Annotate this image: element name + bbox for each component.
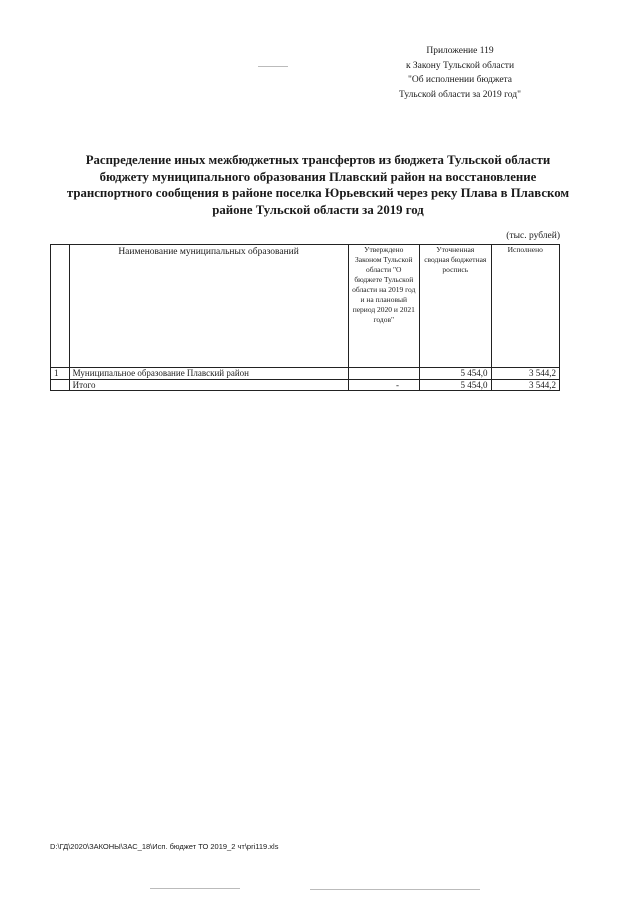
total-refined: 5 454,0 xyxy=(420,379,492,391)
header-executed: Исполнено xyxy=(491,245,559,368)
header-name: Наименование муниципальных образований xyxy=(69,245,348,368)
appendix-line: к Закону Тульской области xyxy=(405,60,515,71)
row-num: 1 xyxy=(51,368,70,380)
row-executed: 3 544,2 xyxy=(491,368,559,380)
file-path-footer: D:\ГД\2020\ЗАКОНЫ\ЗАС_18\Исп. бюджет ТО 2019_2 чт\pri119.xls xyxy=(50,842,279,851)
appendix-line: Приложение 119 xyxy=(426,46,494,56)
table-header-row xyxy=(51,245,560,368)
header-approved: Утверждено Законом Тульской области "О бюджете Тульской области на 2019 год и на плановый период 2020 и 2021 годов" xyxy=(348,245,420,368)
total-executed: 3 544,2 xyxy=(491,379,559,391)
total-num-cell xyxy=(51,379,70,391)
document-title xyxy=(58,152,578,218)
row-approved xyxy=(348,368,420,380)
total-row xyxy=(51,379,560,391)
scan-speck xyxy=(150,888,240,889)
total-approved: - xyxy=(348,379,420,391)
units-label: (тыс. рублей) xyxy=(506,231,560,241)
appendix-line: Тульской области за 2019 год" xyxy=(399,89,521,100)
appendix-note xyxy=(372,44,548,102)
appendix-line: "Об исполнении бюджета xyxy=(407,75,513,85)
title-line: Распределение иных межбюджетных трансфертов из бюджета Тульской области xyxy=(85,153,551,167)
title-line: бюджету муниципального образования Плавский район на восстановление xyxy=(99,169,537,184)
title-line: районе Тульской области за 2019 год xyxy=(212,202,424,217)
scan-speck xyxy=(258,66,288,67)
scan-speck xyxy=(310,889,480,890)
header-refined: Уточненная сводная бюджетная роспись xyxy=(420,245,492,368)
table-row xyxy=(51,368,560,380)
row-refined: 5 454,0 xyxy=(420,368,492,380)
total-label: Итого xyxy=(69,379,348,391)
transfers-table xyxy=(50,244,560,391)
header-num-cell xyxy=(51,245,70,368)
title-line: транспортного сообщения в районе поселка Юрьевский через реку Плава в Плавском xyxy=(66,186,570,200)
row-name: Муниципальное образование Плавский район xyxy=(69,368,348,380)
